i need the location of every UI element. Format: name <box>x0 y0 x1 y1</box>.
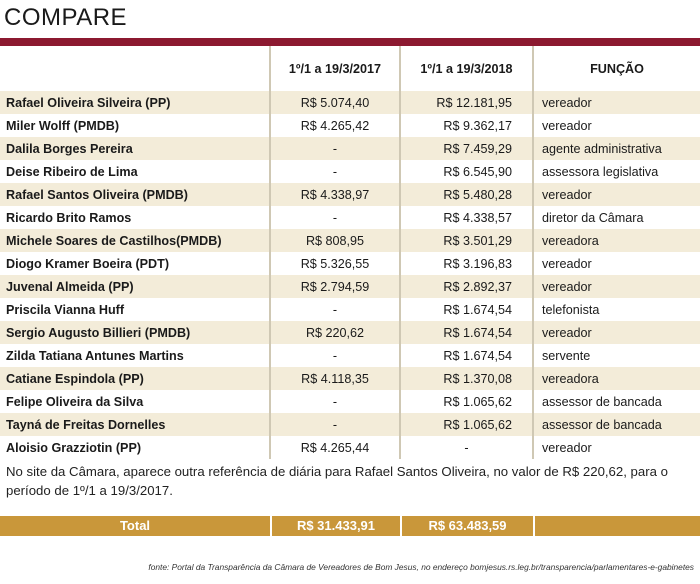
row-value-2018: R$ 1.370,08 <box>400 367 533 390</box>
table-row <box>0 252 700 275</box>
table-row <box>0 91 700 114</box>
header-row <box>0 46 700 91</box>
total-row <box>0 516 700 536</box>
row-name: Felipe Oliveira da Silva <box>0 390 270 413</box>
row-funcao: diretor da Câmara <box>533 206 700 229</box>
table-row <box>0 298 700 321</box>
row-funcao: assessora legislativa <box>533 160 700 183</box>
header-2017: 1º/1 a 19/3/2017 <box>270 46 400 91</box>
row-funcao: vereador <box>533 321 700 344</box>
source-credit: fonte: Portal da Transparência da Câmara de Vereadores de Bom Jesus, no endereço bomjesus.rs.leg.br/transparencia/parlamentares-e-gabinetes <box>148 562 694 572</box>
row-funcao: vereadora <box>533 367 700 390</box>
table-row <box>0 321 700 344</box>
row-value-2017: R$ 808,95 <box>270 229 400 252</box>
table-row <box>0 275 700 298</box>
row-value-2017: - <box>270 137 400 160</box>
comparison-table <box>0 46 700 459</box>
row-value-2018: R$ 3.196,83 <box>400 252 533 275</box>
row-funcao: vereador <box>533 91 700 114</box>
row-funcao: vereadora <box>533 229 700 252</box>
table-row <box>0 413 700 436</box>
row-value-2017: - <box>270 206 400 229</box>
header-funcao: FUNÇÃO <box>533 46 700 91</box>
row-value-2018: R$ 9.362,17 <box>400 114 533 137</box>
table-row <box>0 229 700 252</box>
row-value-2018: R$ 5.480,28 <box>400 183 533 206</box>
row-value-2017: - <box>270 298 400 321</box>
table-row <box>0 137 700 160</box>
row-name: Miler Wolff (PMDB) <box>0 114 270 137</box>
row-value-2017: R$ 4.118,35 <box>270 367 400 390</box>
row-value-2018: R$ 3.501,29 <box>400 229 533 252</box>
header-name <box>0 46 270 91</box>
row-value-2017: R$ 4.265,42 <box>270 114 400 137</box>
row-value-2018: R$ 1.674,54 <box>400 344 533 367</box>
table-body <box>0 91 700 459</box>
row-value-2017: - <box>270 413 400 436</box>
header-2018: 1º/1 a 19/3/2018 <box>400 46 533 91</box>
row-funcao: agente administrativa <box>533 137 700 160</box>
row-name: Zilda Tatiana Antunes Martins <box>0 344 270 367</box>
row-name: Michele Soares de Castilhos(PMDB) <box>0 229 270 252</box>
row-name: Priscila Vianna Huff <box>0 298 270 321</box>
table-row <box>0 206 700 229</box>
row-name: Sergio Augusto Billieri (PMDB) <box>0 321 270 344</box>
total-2018: R$ 63.483,59 <box>400 516 533 536</box>
row-value-2018: R$ 2.892,37 <box>400 275 533 298</box>
total-empty <box>533 516 700 536</box>
row-value-2018: R$ 12.181,95 <box>400 91 533 114</box>
row-funcao: vereador <box>533 252 700 275</box>
table-row <box>0 183 700 206</box>
row-funcao: assessor de bancada <box>533 413 700 436</box>
row-value-2018: R$ 1.674,54 <box>400 298 533 321</box>
table-row <box>0 114 700 137</box>
row-value-2018: R$ 6.545,90 <box>400 160 533 183</box>
table-row <box>0 160 700 183</box>
row-name: Rafael Oliveira Silveira (PP) <box>0 91 270 114</box>
row-funcao: vereador <box>533 114 700 137</box>
table-row <box>0 390 700 413</box>
table-row <box>0 367 700 390</box>
row-value-2017: R$ 220,62 <box>270 321 400 344</box>
row-value-2017: - <box>270 160 400 183</box>
row-funcao: servente <box>533 344 700 367</box>
row-funcao: telefonista <box>533 298 700 321</box>
row-name: Catiane Espindola (PP) <box>0 367 270 390</box>
title-rule <box>0 38 700 46</box>
row-name: Dalila Borges Pereira <box>0 137 270 160</box>
row-value-2017: R$ 2.794,59 <box>270 275 400 298</box>
row-value-2018: R$ 1.065,62 <box>400 413 533 436</box>
row-name: Juvenal Almeida (PP) <box>0 275 270 298</box>
table-row <box>0 344 700 367</box>
row-value-2018: R$ 4.338,57 <box>400 206 533 229</box>
row-name: Tayná de Freitas Dornelles <box>0 413 270 436</box>
row-value-2018: R$ 7.459,29 <box>400 137 533 160</box>
page-title: COMPARE <box>4 4 128 31</box>
row-funcao: vereador <box>533 436 700 459</box>
row-funcao: assessor de bancada <box>533 390 700 413</box>
row-value-2017: R$ 4.265,44 <box>270 436 400 459</box>
row-name: Deise Ribeiro de Lima <box>0 160 270 183</box>
total-label: Total <box>119 518 151 533</box>
row-name: Rafael Santos Oliveira (PMDB) <box>0 183 270 206</box>
row-value-2018: R$ 1.065,62 <box>400 390 533 413</box>
total-2017: R$ 31.433,91 <box>270 516 400 536</box>
row-name: Ricardo Brito Ramos <box>0 206 270 229</box>
table-row <box>0 436 700 459</box>
row-funcao: vereador <box>533 183 700 206</box>
footnote: No site da Câmara, aparece outra referência de diária para Rafael Santos Oliveira, no valor de R$ 220,62, para o período de 1º/1 a 19/3/2017. <box>6 464 668 498</box>
row-funcao: vereador <box>533 275 700 298</box>
row-name: Aloisio Grazziotin (PP) <box>0 436 270 459</box>
row-value-2017: R$ 5.074,40 <box>270 91 400 114</box>
row-value-2017: - <box>270 344 400 367</box>
row-value-2018: R$ 1.674,54 <box>400 321 533 344</box>
row-value-2017: R$ 4.338,97 <box>270 183 400 206</box>
row-value-2018: - <box>400 436 533 459</box>
row-value-2017: - <box>270 390 400 413</box>
row-value-2017: R$ 5.326,55 <box>270 252 400 275</box>
row-name: Diogo Kramer Boeira (PDT) <box>0 252 270 275</box>
